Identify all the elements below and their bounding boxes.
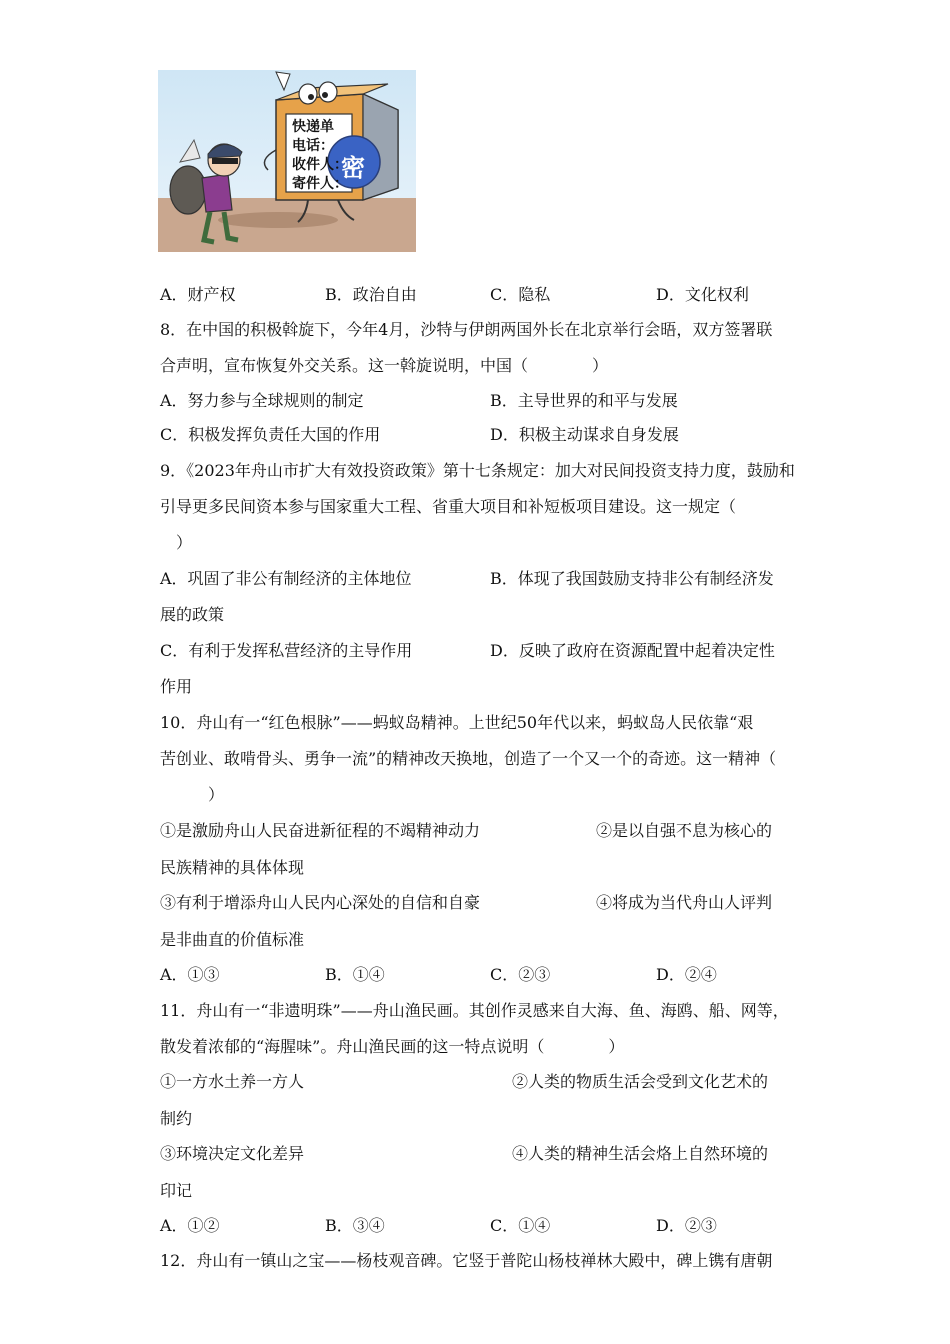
q10-statement-4-continued: 是非曲直的价值标准	[160, 930, 305, 949]
q11-statement-2: ②人类的物质生活会受到文化艺术的	[512, 1072, 769, 1091]
courier-cartoon-figure	[158, 70, 416, 252]
q8-option-a[interactable]: A．努力参与全球规则的制定	[160, 391, 364, 410]
q10-option-b[interactable]: B．①④	[325, 965, 385, 984]
q10-statement-4: ④将成为当代舟山人评判	[596, 893, 773, 912]
q9-option-d-continued: 作用	[160, 677, 193, 696]
q9-stem-line: 9．《2023年舟山市扩大有效投资政策》第十七条规定：加大对民间投资支持力度，鼓励和	[160, 461, 795, 480]
q8-option-d[interactable]: D．积极主动谋求自身发展	[490, 425, 679, 444]
q11-statement-2-continued: 制约	[160, 1109, 193, 1128]
q8-stem-line: 合声明，宣布恢复外交关系。这一斡旋说明，中国（ ）	[160, 356, 609, 375]
q10-statement-2-continued: 民族精神的具体体现	[160, 858, 305, 877]
q11-option-d[interactable]: D．②③	[656, 1216, 717, 1235]
q11-statement-1: ①一方水土养一方人	[160, 1072, 305, 1091]
q7-option-c[interactable]: C．隐私	[490, 285, 551, 304]
q10-statement-3: ③有利于增添舟山人民内心深处的自信和自豪	[160, 893, 481, 912]
q9-option-d[interactable]: D．反映了政府在资源配置中起着决定性	[490, 641, 775, 660]
q10-statement-2: ②是以自强不息为核心的	[596, 821, 773, 840]
q9-stem-line: 引导更多民间资本参与国家重大工程、省重大项目和补短板项目建设。这一规定（	[160, 497, 737, 516]
q10-option-d[interactable]: D．②④	[656, 965, 717, 984]
q8-stem-line: 8．在中国的积极斡旋下，今年4月，沙特与伊朗两国外长在北京举行会晤，双方签署联	[160, 320, 773, 339]
q8-option-b[interactable]: B．主导世界的和平与发展	[490, 391, 678, 410]
q8-option-c[interactable]: C．积极发挥负责任大国的作用	[160, 425, 381, 444]
q9-option-b[interactable]: B．体现了我国鼓励支持非公有制经济发	[490, 569, 774, 588]
q10-option-c[interactable]: C．②③	[490, 965, 551, 984]
courier-cartoon-illustration	[158, 70, 416, 252]
q11-option-a[interactable]: A．①②	[160, 1216, 220, 1235]
q11-stem-line: 11．舟山有一“非遗明珠”——舟山渔民画。其创作灵感来自大海、鱼、海鸥、船、网等，	[160, 1001, 789, 1020]
q10-option-a[interactable]: A．①③	[160, 965, 220, 984]
q9-option-b-continued: 展的政策	[160, 605, 225, 624]
q9-stem-line: ）	[160, 533, 193, 552]
q11-statement-4-continued: 印记	[160, 1181, 193, 1200]
q7-option-b[interactable]: B．政治自由	[325, 285, 417, 304]
q10-statement-1: ①是激励舟山人民奋进新征程的不竭精神动力	[160, 821, 481, 840]
q10-stem-line: 10．舟山有一“红色根脉”——蚂蚁岛精神。上世纪50年代以来，蚂蚁岛人民依靠“艰	[160, 713, 754, 732]
q9-option-c[interactable]: C．有利于发挥私营经济的主导作用	[160, 641, 413, 660]
package-label-line: 电话：	[292, 138, 334, 154]
q11-statement-3: ③环境决定文化差异	[160, 1144, 305, 1163]
q10-stem-line: ）	[160, 785, 225, 804]
secret-stamp: 密	[341, 154, 365, 182]
package-label-line: 收件人：	[292, 157, 348, 173]
q11-option-b[interactable]: B．③④	[325, 1216, 385, 1235]
q11-option-c[interactable]: C．①④	[490, 1216, 551, 1235]
package-label-line: 快递单	[292, 119, 334, 135]
q10-stem-line: 苦创业、敢啃骨头、勇争一流”的精神改天换地，创造了一个又一个的奇迹。这一精神（	[160, 749, 777, 768]
q11-statement-4: ④人类的精神生活会烙上自然环境的	[512, 1144, 769, 1163]
q11-stem-line: 散发着浓郁的“海腥味”。舟山渔民画的这一特点说明（ ）	[160, 1037, 625, 1056]
q12-stem-line: 12．舟山有一镇山之宝——杨枝观音碑。它竖于普陀山杨枝禅林大殿中，碑上镌有唐朝	[160, 1251, 773, 1270]
q9-option-a[interactable]: A．巩固了非公有制经济的主体地位	[160, 569, 412, 588]
package-label	[292, 118, 348, 194]
q7-option-d[interactable]: D．文化权利	[656, 285, 749, 304]
package-label-line: 寄件人：	[292, 176, 348, 192]
q7-option-a[interactable]: A．财产权	[160, 285, 236, 304]
